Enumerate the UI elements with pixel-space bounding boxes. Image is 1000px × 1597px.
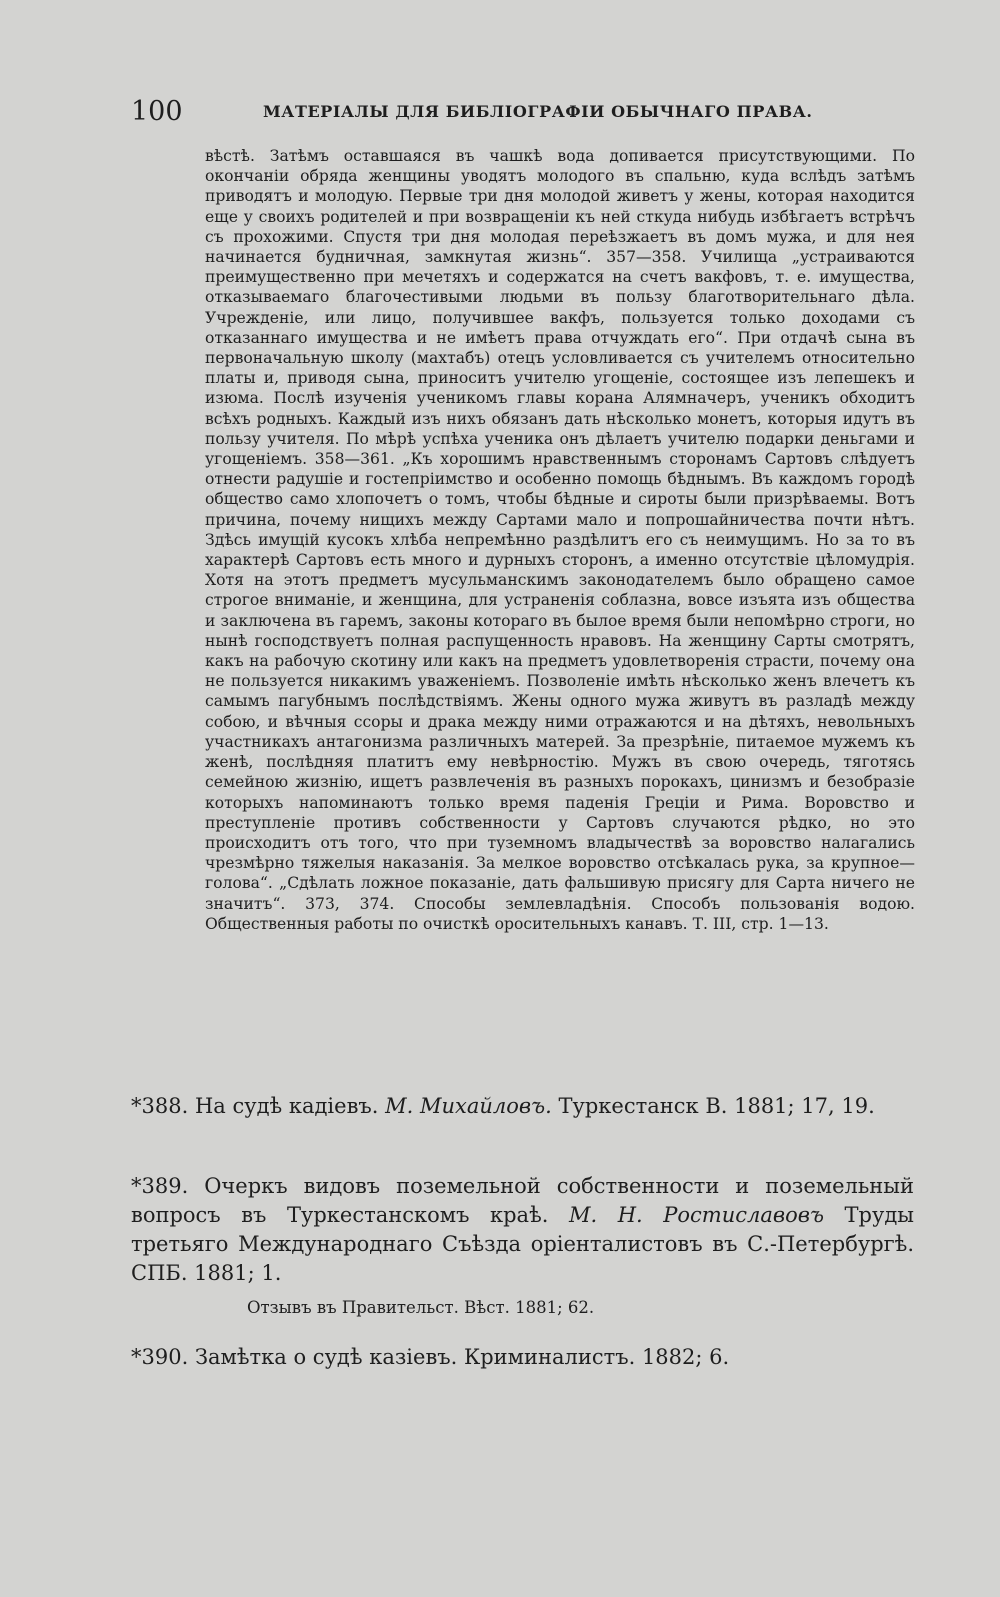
annotation-paragraph [205,146,915,934]
entry-title: На судѣ кадіевъ. [194,1094,379,1118]
bibliography-entry-388 [131,1092,914,1121]
entry-number: *388. [131,1094,189,1118]
entry-source: Туркестанск В. 1881; 17, 19. [558,1094,875,1118]
entry-number: *389. [131,1174,189,1198]
entry-source: Труды третьяго Международнаго Съѣзда оріенталистовъ въ С.-Петербургѣ. СПБ. 1881; 1. [131,1203,914,1285]
running-title: МАТЕРІАЛЫ ДЛЯ БИБЛІОГРАФІИ ОБЫЧНАГО ПРАВА. [263,102,813,121]
page-number: 100 [131,96,183,127]
entry-review-note: Отзывъ въ Правительст. Вѣст. 1881; 62. [247,1298,595,1317]
page-header [131,96,911,128]
bibliography-entry-390 [131,1343,914,1372]
annotation-text: вѣстѣ. Затѣмъ оставшаяся въ чашкѣ вода допивается присутствующими. По окончаніи обряда женщины уводятъ молодого въ спальню, куда вслѣдъ затѣмъ приводятъ и молодую. Первые три дня молодой живетъ у жены, которая находится еще у своихъ родителей и при возвращеніи къ ней сткуда нибудь избѣгаетъ встрѣчъ съ прохожими. Спустя три дня молодая переѣзжаетъ въ домъ мужа, и для нея начинается будничная, замкнутая жизнь“. 357—358. Училища „устраиваются преимущественно при мечетяхъ и содержатся на счетъ вакфовъ, т. е. имущества, отказываемаго благочестивыми людьми въ пользу благотворительнаго дѣла. Учрежденіе, или лицо, получившее вакфъ, пользуется только доходами съ отказаннаго имущества и не имѣетъ права отчуждать его“. При отдачѣ сына въ первоначальную школу (махтабъ) отецъ условливается съ учителемъ относительно платы и, приводя сына, приноситъ учителю угощеніе, состоящее изъ лепешекъ и изюма. Послѣ изученія ученикомъ главы корана Алямначеръ, ученикъ обходитъ всѣхъ родныхъ. Каждый изъ нихъ обязанъ дать нѣсколько монетъ, которыя идутъ въ пользу учителя. По мѣрѣ успѣха ученика онъ дѣлаетъ учителю подарки деньгами и угощеніемъ. 358—361. „Къ хорошимъ нравственнымъ сторонамъ Сартовъ слѣдуетъ отнести радушіе и гостепріимство и особенно помощь бѣднымъ. Въ каждомъ городѣ общество само хлопочетъ о томъ, чтобы бѣдные и сироты были призрѣваемы. Вотъ причина, почему нищихъ между Сартами мало и попрошайничества почти нѣтъ. Здѣсь имущій кусокъ хлѣба непремѣнно раздѣлитъ его съ неимущимъ. Но за то въ характерѣ Сартовъ есть много и дурныхъ сторонъ, а именно отсутствіе цѣломудрія. Хотя на этотъ предметъ мусульманскимъ законодателемъ было обращено самое строгое вниманіе, и женщина, для устраненія соблазна, вовсе изъята изъ общества и заключена въ гаремъ, законы котораго въ былое время были непомѣрно строги, но нынѣ господствуетъ полная распущенность нравовъ. На женщину Сарты смотрятъ, какъ на рабочую скотину или какъ на предметъ удовлетворенія страсти, почему она не пользуется никакимъ уваженіемъ. Позволеніе имѣть нѣсколько женъ влечетъ къ самымъ пагубнымъ послѣдствіямъ. Жены одного мужа живутъ въ разладѣ между собою, и вѣчныя ссоры и драка между ними отражаются и на дѣтяхъ, невольныхъ участникахъ антагонизма различныхъ матерей. За презрѣніе, питаемое мужемъ къ женѣ, послѣдняя платитъ ему невѣрностію. Мужъ въ свою очередь, тяготясь семейною жизнію, ищетъ развлеченія въ разныхъ порокахъ, цинизмъ и безобразіе которыхъ напоминаютъ только время паденія Греціи и Рима. Воровство и преступленіе противъ собственности у Сартовъ случаются рѣдко, но это происходитъ отъ того, что при туземномъ владычествѣ за воровство налагались чрезмѣрно тяжелыя наказанія. За мелкое воровство отсѣкалась рука, за крупное— голова“. „Сдѣлать ложное показаніе, дать фальшивую присягу для Сарта ничего не значитъ“. 373, 374. Способы землевладѣнія. Способъ пользованія водою. Общественныя работы по очисткѣ оросительныхъ канавъ. Т. III, стр. 1—13. [205,147,915,933]
entry-title: Очеркъ видовъ поземельной собственности и поземельный вопросъ въ Туркестанскомъ краѣ. [131,1174,914,1227]
entry-author: М. Михайловъ. [385,1094,552,1118]
entry-number: *390. [131,1345,189,1369]
entry-text: Замѣтка о судѣ казіевъ. Криминалистъ. 1882; 6. [194,1345,730,1369]
bibliography-entry-389 [131,1172,914,1288]
entry-author: М. Н. Ростиславовъ [568,1203,824,1227]
